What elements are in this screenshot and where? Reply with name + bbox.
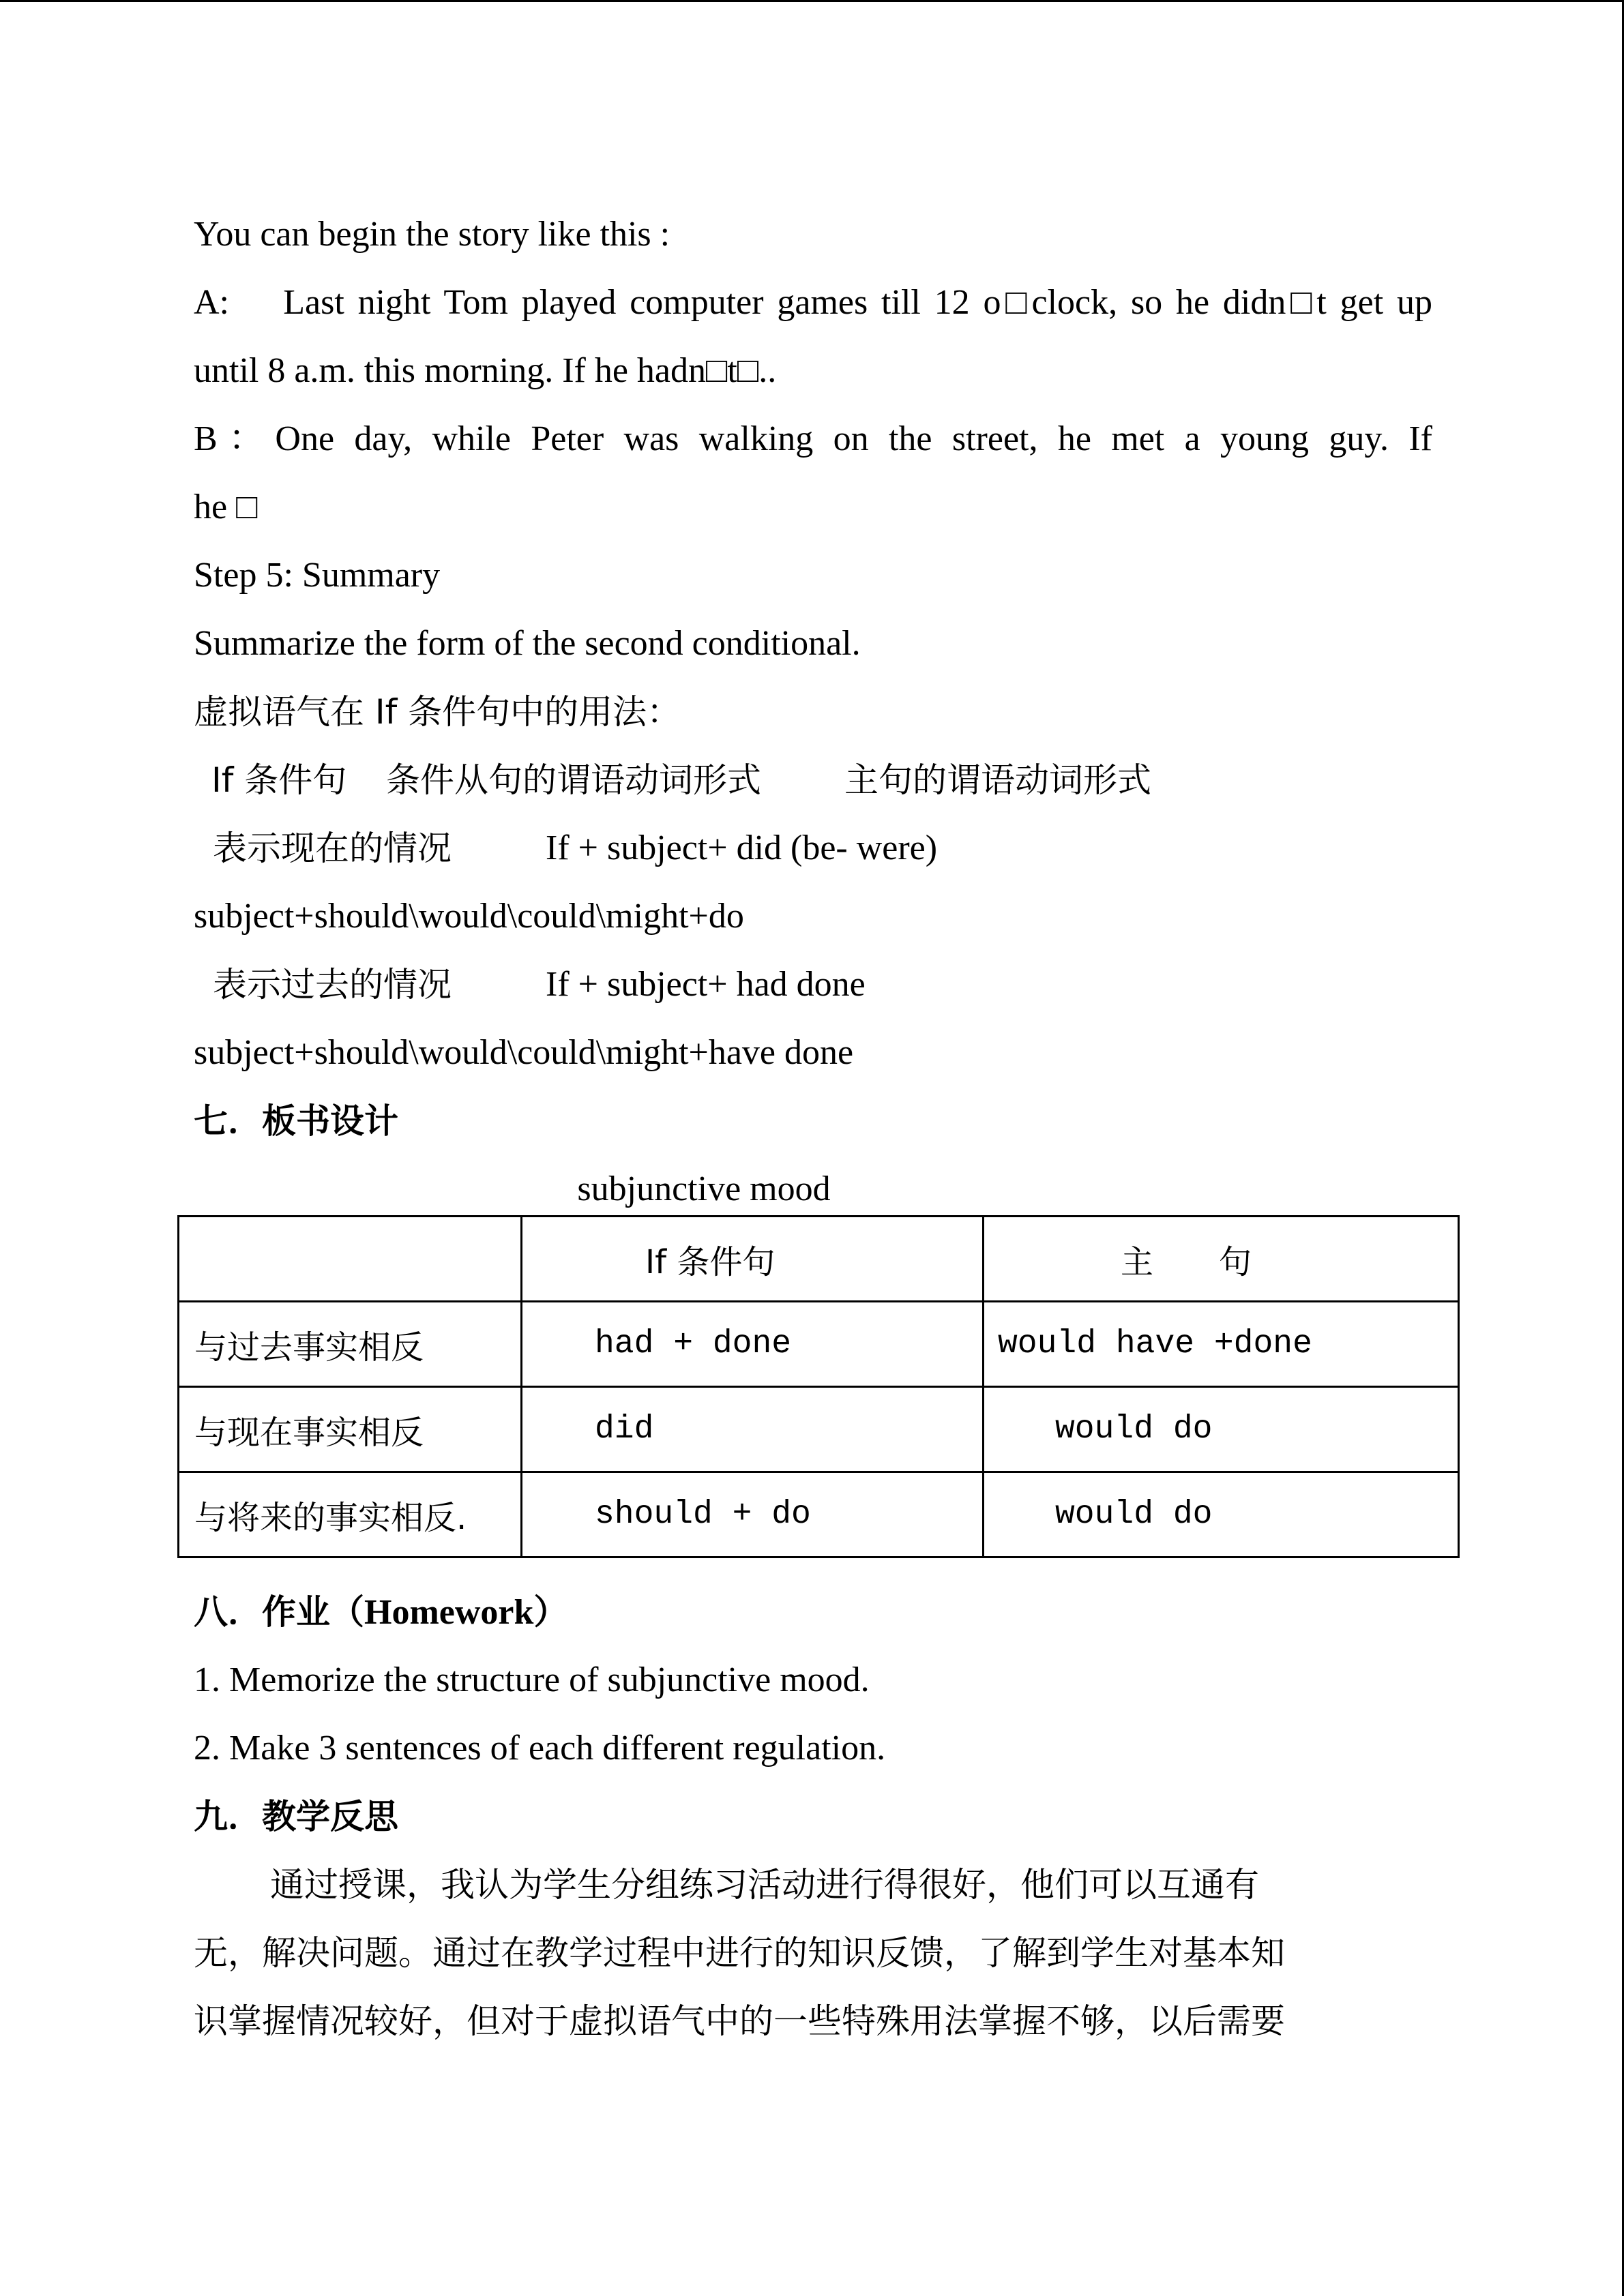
table-cell-label: 与将来的事实相反. xyxy=(179,1472,522,1557)
table-cell-main: would have +done xyxy=(984,1302,1459,1387)
table-header-if-clause: If 条件句 xyxy=(522,1217,984,1302)
table-row xyxy=(179,1387,1459,1472)
summary-step: Step 5: Summary xyxy=(194,556,441,595)
table-row xyxy=(179,1472,1459,1557)
summary-present-label: 表示现在的情况 xyxy=(213,829,452,868)
story-a-line2: until 8 a.m. this morning. If he hadn□t□.. xyxy=(194,351,777,390)
table-caption: subjunctive mood xyxy=(577,1169,831,1208)
board-design-table xyxy=(177,1215,1460,1558)
homework-item-1: 1. Memorize the structure of subjunctive mood. xyxy=(194,1660,870,1699)
summary-header-col2: 条件从句的谓语动词形式 xyxy=(386,760,761,800)
story-b-line1: B：One day, while Peter was walking on the street, he met a young guy. If xyxy=(194,419,1432,458)
table-cell-main: would do xyxy=(984,1387,1459,1472)
summary-present-if: If + subject+ did (be- were) xyxy=(546,829,938,867)
story-a-line1: A: Last night Tom played computer games till 12 o□clock, so he didn□t get up xyxy=(194,283,1432,322)
summary-past-main: subject+should\would\could\might+have done xyxy=(194,1033,854,1072)
section7-heading: 七．板书设计 xyxy=(194,1101,398,1141)
reflection-line-3: 识掌握情况较好，但对于虚拟语气中的一些特殊用法掌握不够，以后需要 xyxy=(194,2001,1285,2041)
page-border-top xyxy=(0,0,1624,2)
table-header-main-clause: 主 句 xyxy=(984,1217,1459,1302)
table-header-cell-empty xyxy=(179,1217,522,1302)
summary-past-label: 表示过去的情况 xyxy=(213,965,452,1004)
summary-past-if: If + subject+ had done xyxy=(546,965,866,1004)
reflection-line-1: 通过授课，我认为学生分组练习活动进行得很好，他们可以互通有 xyxy=(270,1865,1259,1905)
section8-heading-prefix: 八．作业（ xyxy=(194,1592,364,1632)
table-cell-if: should + do xyxy=(522,1472,984,1557)
table-cell-if: did xyxy=(522,1387,984,1472)
section8-heading-en: Homework xyxy=(364,1593,534,1632)
summary-header-col3: 主句的谓语动词形式 xyxy=(844,760,1151,800)
summary-rule-title: 虚拟语气在 If 条件句中的用法： xyxy=(194,692,681,732)
table-cell-label: 与现在事实相反 xyxy=(179,1387,522,1472)
table-cell-main: would do xyxy=(984,1472,1459,1557)
story-b-line2: he □ xyxy=(194,488,258,526)
homework-item-2: 2. Make 3 sentences of each different regulation. xyxy=(194,1729,886,1768)
section8-heading xyxy=(194,1592,567,1633)
story-intro: You can begin the story like this : xyxy=(194,215,670,254)
section9-heading: 九．教学反思 xyxy=(194,1797,398,1836)
table-row xyxy=(179,1302,1459,1387)
table-cell-if: had + done xyxy=(522,1302,984,1387)
summary-instruction: Summarize the form of the second conditional. xyxy=(194,624,861,663)
reflection-line-2: 无，解决问题。通过在教学过程中进行的知识反馈，了解到学生对基本知 xyxy=(194,1933,1285,1973)
summary-header-col1: If 条件句 xyxy=(211,760,347,800)
summary-present-main: subject+should\would\could\might+do xyxy=(194,897,744,936)
table-cell-label: 与过去事实相反 xyxy=(179,1302,522,1387)
section8-heading-suffix: ） xyxy=(533,1592,568,1632)
table-header-row xyxy=(179,1217,1459,1302)
